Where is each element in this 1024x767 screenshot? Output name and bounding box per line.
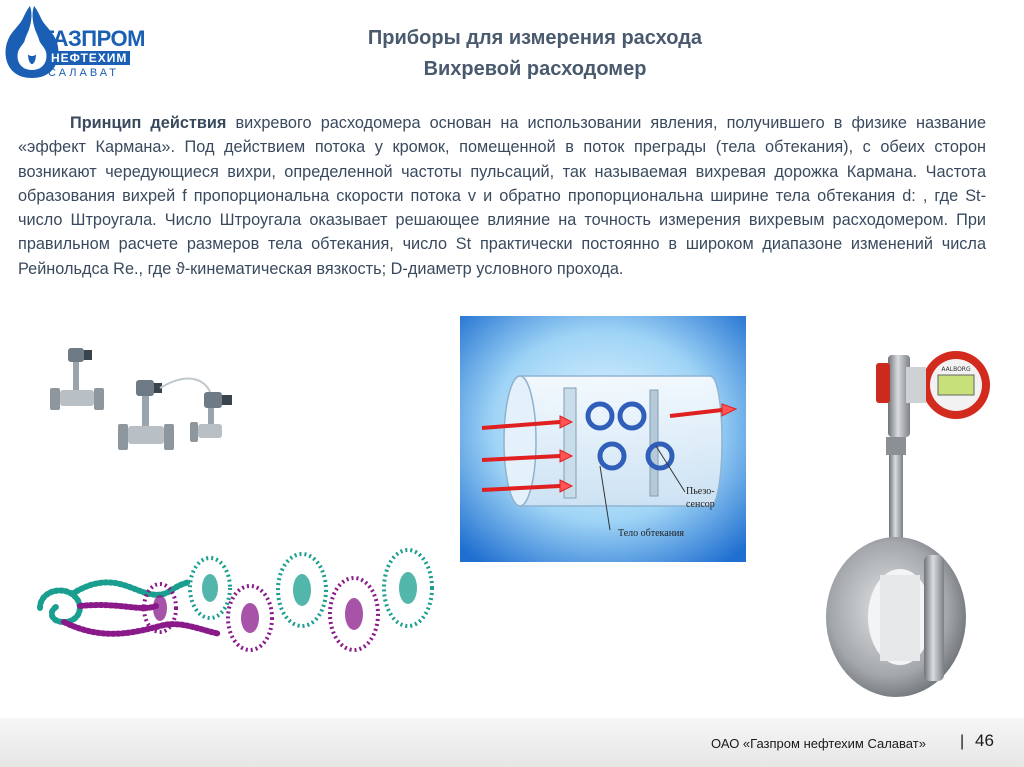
logo-word-gazprom: ГАЗПРОМ: [42, 26, 145, 51]
logo-word-salavat: САЛАВАТ: [48, 67, 120, 79]
flowmeter-medium: [118, 380, 174, 450]
flowmeters-photo: [40, 340, 250, 470]
vortex-row: [144, 550, 432, 650]
body-text: вихревого расходомера основан на использовании явления, получившего в физике название «эффект Кармана». Под действием потока у кромок, помещенной в поток преграды (тела обтекания), с обеих сторон возникают чередующиеся вихри, определенной частоты пульсаций, так называемая вихревая дорожка Кармана. Частота образования вихрей f пропорциональна скорости потока v и обратно пропорциональна ширине тела обтекания d: , где St-число Штроугала. Число Штроугала оказывает решающее влияние на точность измерения вихревым расходомером. При правильном расчете размеров тела обтекания, число St практически постоянно в широком диапазоне изменений числа Рейнольдса Re., где ϑ-кинематическая вязкость; D-диаметр условного прохода.: [18, 114, 986, 278]
page-number: 46: [975, 731, 994, 750]
flowmeter-remote: [190, 392, 232, 442]
flowmeter-small: [50, 348, 104, 410]
meter-brand-text: AALBORG: [941, 366, 971, 373]
body-lead: Принцип действия: [70, 114, 227, 132]
gazprom-logo: [2, 4, 152, 80]
label-piezo-sensor-2: сенсор: [686, 499, 715, 510]
label-bluff-body: Тело обтекания: [618, 528, 685, 539]
body-paragraph: [18, 111, 986, 281]
vortex-meter-photo: [820, 345, 1020, 705]
slide-subtitle: Вихревой расходомер: [423, 58, 647, 80]
label-piezo-sensor-1: Пьезо-: [686, 486, 715, 497]
footer-organization: ОАО «Газпром нефтехим Салават»: [711, 736, 926, 751]
diagram-graphic: [460, 316, 746, 562]
footer-separator: |: [960, 733, 965, 750]
logo-word-neftekhim: НЕФТЕХИМ: [48, 51, 130, 65]
slide-title: Приборы для измерения расхода: [367, 27, 703, 49]
karman-vortex-street-image: [20, 530, 445, 680]
vortex-flowmeter-diagram: [460, 316, 746, 562]
